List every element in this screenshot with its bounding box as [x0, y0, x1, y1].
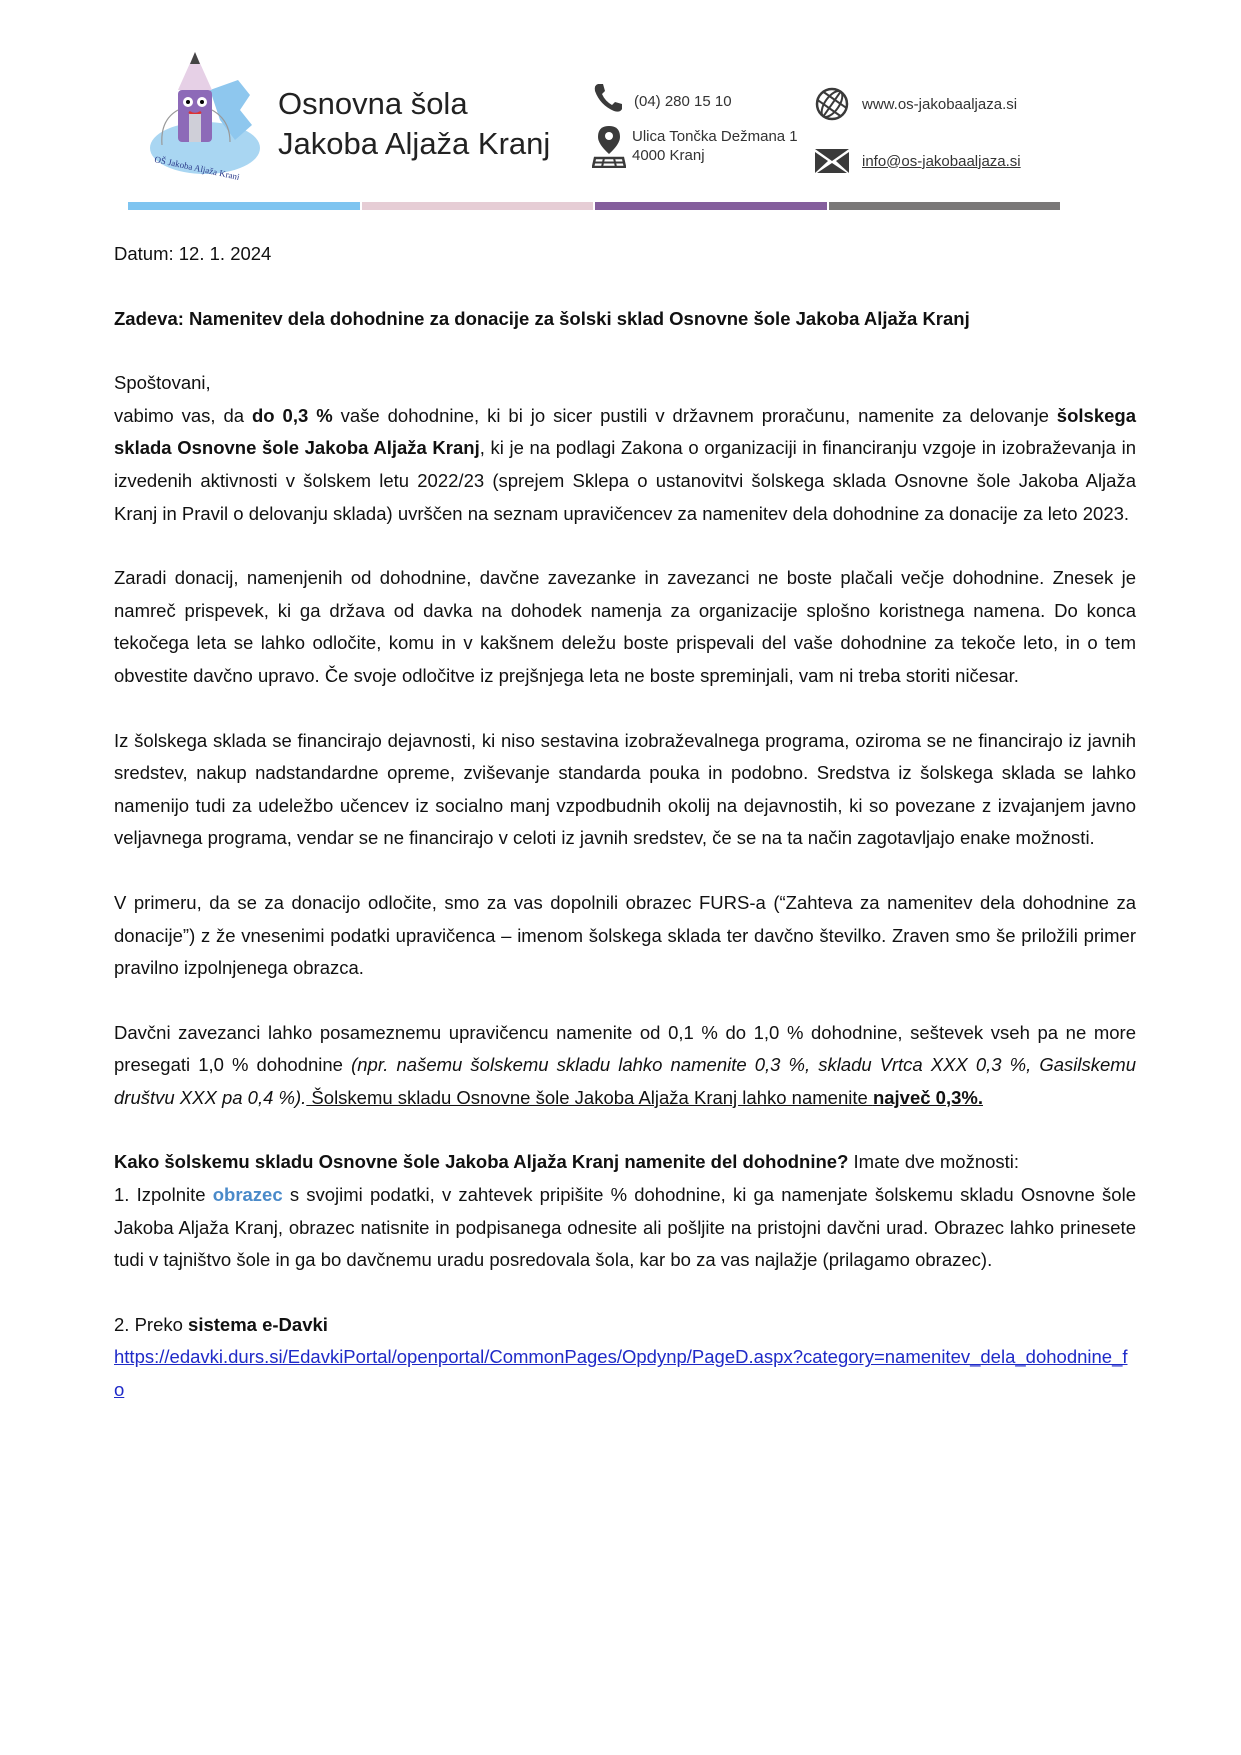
map-pin-icon [592, 124, 626, 168]
letter-subject: Zadeva: Namenitev dela dohodnine za donacije za šolski sklad Osnovne šole Jakoba Aljaža Kranj [114, 307, 970, 329]
how-to-options: Imate dve možnosti: [848, 1151, 1020, 1173]
address-line1: Ulica Tončka Dežmana 1 [632, 128, 798, 145]
option-1 [114, 1179, 1136, 1277]
option2-edavki: sistema e-Davki [188, 1313, 328, 1335]
envelope-icon [814, 148, 850, 174]
svg-text:OŠ Jakoba Aljaža Kranj: OŠ Jakoba Aljaža Kranj [153, 154, 241, 180]
letter-greeting: Spoštovani, [114, 372, 211, 394]
paragraph-donations: Zaradi donacij, namenjenih od dohodnine, davčne zavezanke in zavezanci ne boste plačali večje dohodnine. Znesek je namreč prispevek, ki ga država od davka na dohodek namenja za organizacije splošno koristnega namena. Do konca tekočega leta se lahko odločite, komu in v kakšnem deležu boste prispevali del vaše dohodnine za tekoče leto, in o tem obvestite davčno upravo. Če svoje odločitve iz prejšnjega leta ne boste spreminjali, vam ni treba storiti ničesar. [114, 567, 1136, 686]
globe-icon [814, 86, 850, 122]
p1-bold-fund-name: šolskega sklada Osnovne šole Jakoba Aljaža Kranj [114, 404, 1136, 459]
contact-website [820, 86, 1017, 122]
contact-phone [595, 88, 732, 114]
p5-underline-text: Šolskemu skladu Osnovne šole Jakoba Aljaža Kranj lahko namenite [306, 1086, 873, 1108]
paragraph-fund-usage: Iz šolskega sklada se financirajo dejavnosti, ki niso sestavina izobraževalnega programa, oziroma se ne financirajo iz javnih sredstev, nakup nadstandardne opreme, zviševanje standarda pouka in podobno. Sredstva iz šolskega sklada se lahko namenijo tudi za udeležbo učencev iz socialno manj vzpodbudnih okolij na dejavnostih, ki so povezane z izvajanjem javno veljavnega programa, vendar se ne financirajo v celoti iz javnih sredstev, če se na ta način zagotavljajo enake možnosti. [114, 729, 1136, 849]
contact-email [822, 148, 1021, 174]
letter-body [114, 238, 1136, 1407]
school-name-line2: Jakoba Aljaža Kranj [278, 126, 551, 161]
website-link[interactable]: www.os-jakobaaljaza.si [862, 95, 1018, 113]
edavki-url-link[interactable]: https://edavki.durs.si/EdavkiPortal/openportal/CommonPages/Opdynp/PageD.aspx?category=namenitev_dela_dohodnine_fo [114, 1346, 1128, 1401]
school-name-line1: Osnovna šola [278, 86, 468, 121]
p5-italic-example: (npr. našemu šolskemu skladu lahko namenite 0,3 %, skladu Vrtca XXX 0,3 %, Gasilskemu društvu XXX pa 0,4 %). [114, 1054, 1136, 1108]
option-2 [114, 1309, 1136, 1342]
email-link[interactable]: info@os-jakobaaljaza.si [862, 152, 1021, 170]
paragraph-how-to [114, 1146, 1136, 1179]
option1-text-b: s svojimi podatki, v zahtevek pripišite % dohodnine, ki ga namenjate šolskemu skladu Osnovne šole Jakoba Aljaža Kranj, obrazec natisnite in podpisanega odnesite ali pošljite na pristojni davčni urad. Obrazec lahko prinesete tudi v tajništvo šole in ga bo davčnemu uradu posredovala šola, kar bo za vas najlažje (prilagamo obrazec). [114, 1184, 1136, 1271]
school-name [278, 84, 550, 164]
header-color-bars [128, 202, 1060, 210]
color-bar-gray [829, 202, 1061, 210]
pencil-mascot-logo [140, 50, 265, 180]
p5-max-percent: največ 0,3%. [872, 1086, 983, 1108]
paragraph-invitation [114, 400, 1136, 530]
p1-bold-percent: do 0,3 % [251, 404, 333, 426]
p1-text-e: , ki je na podlagi Zakona o organizaciji in financiranju vzgoje in izobraževanja in izvedenih aktivnosti v šolskem letu 2022/23 (sprejem Sklepa o ustanovitvi šolskega sklada Osnovne šole Jakoba Aljaža Kranj in Pravil o delovanju sklada) uvrščen na seznam upravičencev za namenitev dela dohodnine za donacije za leto 2023. [114, 437, 1136, 524]
address-line2: 4000 Kranj [632, 147, 705, 164]
paragraph-form: V primeru, da se za donacijo odločite, smo za vas dopolnili obrazec FURS-a (“Zahteva za namenitev dela dohodnine za donacije”) z že vnesenimi podatki upravičenca – imenom šolskega sklada ter davčno številko. Zraven smo še priložili primer pravilno izpolnjenega obrazca. [114, 891, 1136, 979]
paragraph-limits [114, 1017, 1136, 1115]
how-to-question: Kako šolskemu skladu Osnovne šole Jakoba Aljaža Kranj namenite del dohodnine? [114, 1151, 849, 1173]
letterhead [0, 0, 1241, 215]
p5-text-a: Davčni zavezanci lahko posameznemu upravičencu namenite od 0,1 % do 1,0 % dohodnine, seštevek vseh pa ne more presegati 1,0 % dohodnine [114, 1021, 1136, 1076]
color-bar-blue [128, 202, 360, 210]
school-logo [140, 50, 265, 180]
color-bar-purple [595, 202, 827, 210]
letter-date: Datum: 12. 1. 2024 [114, 243, 272, 264]
form-link[interactable]: obrazec [212, 1184, 283, 1206]
p1-text-c: vaše dohodnine, ki bi jo sicer pustili v državnem proračunu, namenite za delovanje [332, 404, 1057, 426]
contact-address [600, 124, 798, 168]
p1-text-a: vabimo vas, da [114, 404, 252, 426]
option1-text-a: 1. Izpolnite [114, 1184, 213, 1206]
phone-icon [592, 82, 624, 114]
option2-text-a: 2. Preko [114, 1313, 189, 1335]
color-bar-pink [362, 202, 594, 210]
phone-number: (04) 280 15 10 [634, 92, 732, 110]
